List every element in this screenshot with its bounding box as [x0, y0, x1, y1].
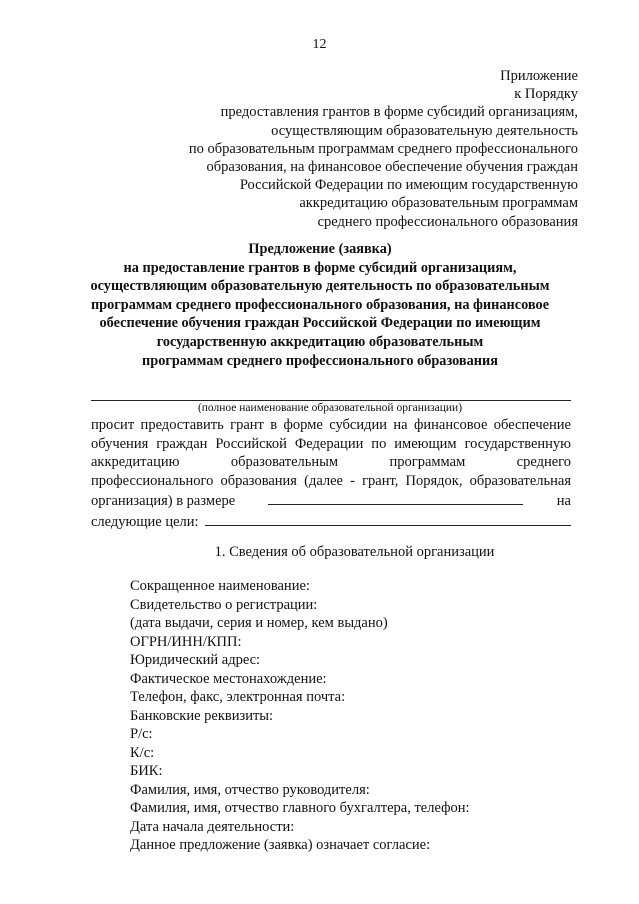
- title-line: программам среднего профессионального образования: [142, 352, 498, 369]
- appendix-line: образования, на финансовое обеспечение обучения граждан: [206, 159, 578, 176]
- field-label: Юридический адрес:: [130, 652, 261, 668]
- section-heading: 1. Сведения об образовательной организации: [214, 544, 495, 560]
- field-label: Данное предложение (заявка) означает согласие:: [130, 837, 431, 853]
- grant-amount-suffix: на: [556, 493, 571, 510]
- field-label: Телефон, факс, электронная почта:: [130, 689, 346, 705]
- appendix-line: осуществляющим образовательную деятельность: [271, 122, 578, 139]
- field-label: БИК:: [130, 763, 163, 779]
- grant-purpose-label: следующие цели:: [91, 513, 199, 530]
- grant-purpose-line: [91, 511, 571, 532]
- request-paragraph: [91, 416, 571, 532]
- org-name-caption: (полное наименование образовательной организации): [197, 402, 463, 414]
- request-word: образовательным: [230, 454, 339, 471]
- request-line: обучения граждан Российской Федерации по имеющим государственную: [91, 435, 571, 452]
- request-word: программам: [389, 454, 466, 471]
- title-line: программам среднего профессионального образования, на финансовое: [90, 296, 550, 313]
- appendix-line: к Порядку: [514, 86, 578, 103]
- document-title: [60, 240, 580, 370]
- field-label: Фамилия, имя, отчество главного бухгалтера, телефон:: [130, 800, 470, 816]
- field-label: Сокращенное наименование:: [130, 578, 310, 594]
- request-word: среднего: [516, 454, 571, 471]
- org-name-line[interactable]: [91, 400, 571, 401]
- appendix-line: по образовательным программам среднего профессионального: [188, 140, 578, 157]
- appendix-line: предоставления грантов в форме субсидий организациям,: [220, 104, 578, 121]
- request-line: [91, 453, 571, 472]
- grant-purpose-field[interactable]: [205, 511, 571, 526]
- field-label: Свидетельство о регистрации:: [130, 596, 318, 613]
- field-label: (дата выдачи, серия и номер, кем выдано): [130, 615, 388, 631]
- title-line: осуществляющим образовательную деятельность по образовательным: [90, 278, 550, 295]
- field-label: Банковские реквизиты:: [130, 707, 274, 724]
- appendix-header: [118, 67, 578, 231]
- title-line: государственную аккредитацию образовательным: [156, 333, 484, 350]
- field-label: Фактическое местонахождение:: [130, 670, 327, 687]
- appendix-line: Приложение: [500, 68, 578, 84]
- appendix-line: среднего профессионального образования: [317, 213, 578, 230]
- appendix-line: аккредитацию образовательным программам: [299, 195, 578, 212]
- grant-amount-field[interactable]: [268, 490, 523, 505]
- request-word: аккредитацию: [91, 454, 180, 471]
- appendix-line: Российской Федерации по имеющим государственную: [239, 177, 578, 194]
- title-line: Предложение (заявка): [248, 241, 392, 257]
- field-label: Фамилия, имя, отчество руководителя:: [130, 781, 370, 798]
- field-label: Дата начала деятельности:: [130, 818, 295, 835]
- page-number: 12: [312, 37, 327, 52]
- grant-amount-label: организация) в размере: [91, 493, 236, 510]
- field-label: ОГРН/ИНН/КПП:: [130, 633, 242, 650]
- request-line: просит предоставить грант в форме субсидии на финансовое обеспечение: [91, 417, 571, 433]
- organization-info-fields: [130, 577, 470, 855]
- request-line: профессионального образования (далее - грант, Порядок, образовательная: [91, 472, 571, 489]
- field-label: К/с:: [130, 744, 155, 761]
- grant-amount-line: [91, 490, 571, 511]
- title-line: обеспечение обучения граждан Российской Федерации по имеющим: [99, 315, 541, 332]
- field-label: Р/с:: [130, 726, 153, 742]
- title-line: на предоставление грантов в форме субсидий организациям,: [123, 259, 517, 276]
